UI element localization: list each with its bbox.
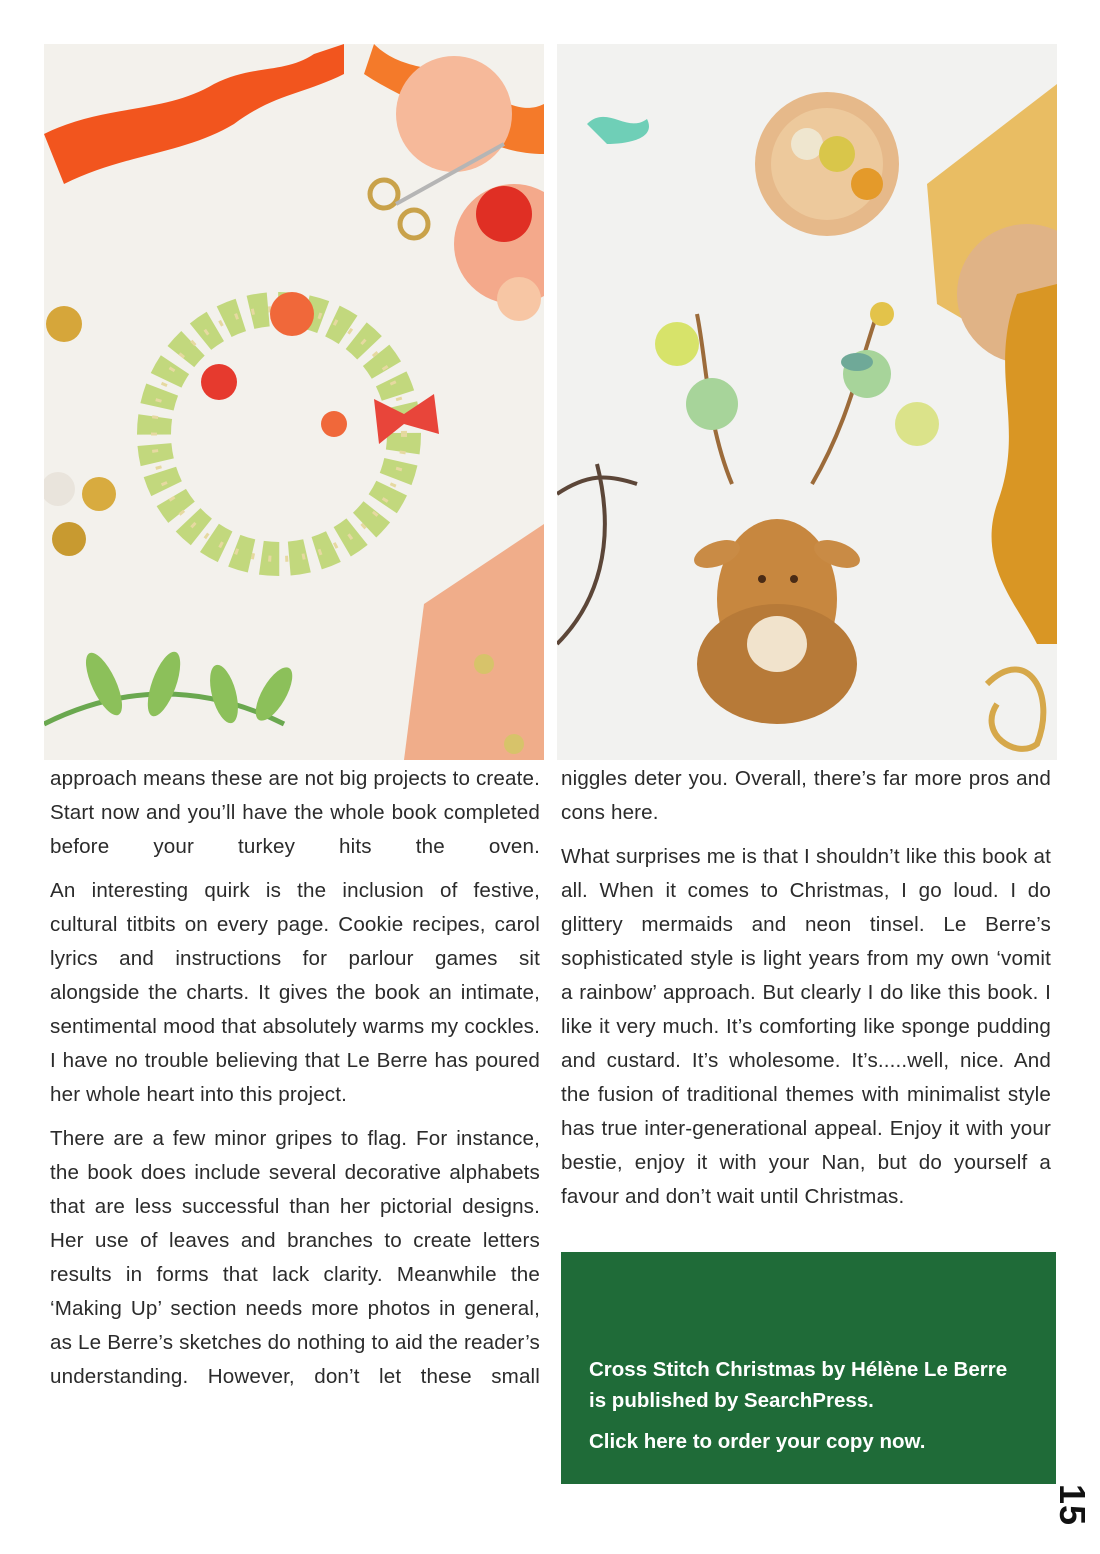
stag-illustration	[557, 44, 1057, 760]
right-paragraph-1: niggles deter you. Overall, there’s far more pros and cons here.	[561, 767, 1051, 824]
publication-credit: Cross Stitch Christmas by Hélène Le Berre is published by SearchPress.	[589, 1358, 1008, 1412]
left-column	[50, 762, 540, 1404]
book-info-box	[561, 1252, 1056, 1484]
right-column	[561, 762, 1051, 1224]
left-paragraph-1: approach means these are not big projects to create. Start now and you’ll have the whole book completed before your turkey hits the oven.	[50, 767, 540, 858]
left-paragraph-3: There are a few minor gripes to flag. For instance, the book does include several decorative alphabets that are less successful than her pictorial designs. Her use of leaves and branches to create letters results in forms that lack clarity. Meanwhile the ‘Making Up’ section needs more photos in general, as Le Berre’s sketches do nothing to aid the reader’s understanding. However, don’t let these small	[50, 1127, 540, 1388]
right-paragraph-2: What surprises me is that I shouldn’t like this book at all. When it comes to Christmas, I go loud. I do glittery mermaids and neon tinsel. Le Berre’s sophisticated style is light years from my own ‘vomit a rainbow’ approach. But clearly I do like this book. I like it very much. It’s comforting like sponge pudding and custard. It’s wholesome. It’s.....well, nice. And the fusion of traditional themes with minimalist style has true inter-generational appeal. Enjoy it with your bestie, enjoy it with your Nan, but do yourself a favour and don’t wait until Christmas.	[561, 845, 1051, 1208]
stag-photo	[557, 44, 1057, 760]
mistletoe-wreath-photo	[44, 44, 544, 760]
page-number	[1052, 1480, 1092, 1530]
wreath-illustration	[44, 44, 544, 760]
order-copy-link[interactable]: Click here to order your copy now.	[589, 1430, 926, 1453]
page-number-text: 15	[1052, 1483, 1094, 1527]
left-paragraph-2: An interesting quirk is the inclusion of festive, cultural titbits on every page. Cookie recipes, carol lyrics and instructions for parlour games sit alongside the charts. It gives the book an intimate, sentimental mood that absolutely warms my cockles. I have no trouble believing that Le Berre has poured her whole heart into this project.	[50, 879, 540, 1106]
